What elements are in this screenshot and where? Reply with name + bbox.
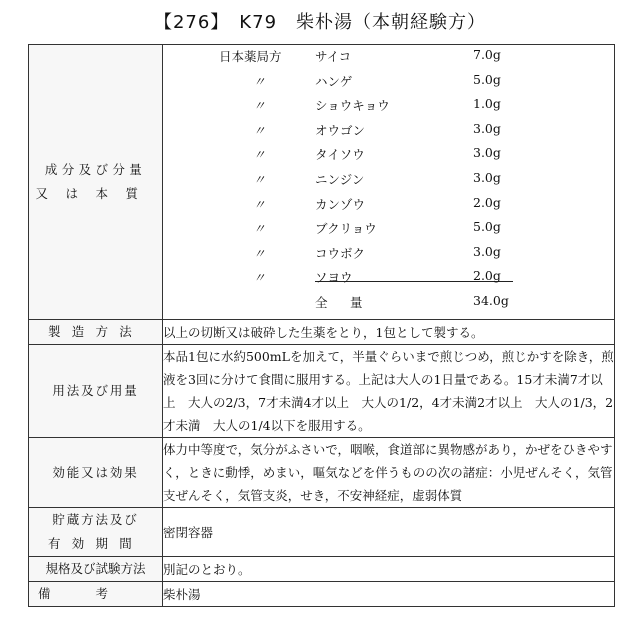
ingredient-name: サイコ — [315, 49, 352, 64]
ingredient-row — [163, 219, 614, 243]
ingredient-name: ショウキョウ — [315, 98, 390, 114]
ingredients-content — [163, 45, 615, 320]
usage-label: 用法及び用量 — [29, 345, 163, 438]
ingredients-row — [29, 45, 615, 320]
effect-text: 体力中等度で，気分がふさいで，咽喉，食道部に異物感があり，かぜをひきやすく，ときに動悸，めまい，嘔気などを伴うものの次の諸症：小児ぜんそく，気管支ぜんそく，気管支炎，せき，不安神経症，虚弱体質 — [163, 438, 615, 508]
ingredient-row — [163, 47, 614, 71]
ingredient-row — [163, 96, 614, 120]
ingredient-amount: 1.0g — [473, 96, 501, 112]
total-label: 全量 — [315, 295, 386, 310]
ingredient-row — [163, 244, 614, 268]
ditto-mark: 〃 — [253, 270, 266, 286]
ditto-mark: 〃 — [253, 221, 266, 237]
ingredients-label-line1: 成分及び分量 — [44, 162, 147, 177]
ingredient-row — [163, 121, 614, 145]
ingredient-amount: 5.0g — [473, 71, 501, 87]
ditto-mark: 〃 — [253, 73, 266, 89]
ingredient-amount: 5.0g — [473, 219, 501, 235]
ingredient-name: ブクリョウ — [315, 221, 377, 237]
ingredient-amount: 3.0g — [473, 120, 501, 136]
storage-label-line2: 有効期間 — [47, 536, 143, 551]
ingredient-name: ソヨウ — [315, 270, 353, 286]
effect-row — [29, 438, 615, 508]
ingredient-source: 日本薬局方 — [219, 49, 282, 64]
ingredient-row — [163, 145, 614, 169]
ingredient-name: オウゴン — [315, 122, 366, 138]
ingredient-name: ニンジン — [315, 172, 365, 187]
ingredient-name: カンゾウ — [315, 196, 366, 212]
ingredients-label — [29, 45, 163, 320]
spec-text: 別記のとおり。 — [163, 557, 615, 582]
ditto-mark: 〃 — [253, 147, 266, 163]
ingredient-row — [163, 170, 614, 194]
formula-table — [28, 44, 615, 607]
effect-label: 効能又は効果 — [29, 438, 163, 508]
ingredient-name: コウボク — [315, 245, 366, 261]
page-title: 【276】 K79 柴朴湯（本朝経験方） — [153, 12, 487, 33]
ingredient-amount: 3.0g — [473, 170, 501, 185]
ditto-mark: 〃 — [253, 122, 266, 138]
manufacture-text: 以上の切断又は破砕した生薬をとり，1包として製する。 — [163, 320, 615, 345]
storage-label-line1: 貯蔵方法及び — [52, 512, 139, 527]
remarks-label: 備考 — [29, 582, 163, 607]
spec-row — [29, 557, 615, 582]
manufacture-row — [29, 320, 615, 345]
remarks-text: 柴朴湯 — [163, 582, 615, 607]
ingredient-name: タイソウ — [315, 147, 365, 163]
ingredient-amount: 2.0g — [473, 268, 501, 284]
total-row — [163, 293, 614, 317]
total-amount: 34.0g — [473, 293, 509, 308]
ingredient-row — [163, 72, 614, 96]
ingredient-amount: 7.0g — [473, 47, 501, 62]
ditto-mark: 〃 — [253, 98, 266, 114]
ingredient-row — [163, 268, 614, 292]
ingredient-row — [163, 195, 614, 219]
ditto-mark: 〃 — [253, 172, 266, 187]
ingredient-amount: 3.0g — [473, 145, 501, 161]
usage-text: 本品1包に水約500mLを加えて，半量ぐらいまで煎じつめ，煎じかすを除き，煎液を3回に分けて食間に服用する。上記は大人の1日量である。15才未満7才以上 大人の2/3，7才未満4才以上 大人の1/2，4才未満2才以上 大人の1/3，2才未満 大人の1/4以下を服用する。 — [163, 345, 615, 438]
usage-row — [29, 345, 615, 438]
ditto-mark: 〃 — [253, 196, 266, 212]
storage-label — [29, 508, 163, 557]
remarks-row — [29, 582, 615, 607]
ingredient-amount: 3.0g — [473, 243, 501, 259]
ingredients-list — [163, 45, 614, 319]
ingredient-name: ハンゲ — [315, 73, 353, 89]
spec-label: 規格及び試験方法 — [29, 557, 163, 582]
ingredients-label-line2: 又は本質 — [35, 186, 156, 201]
storage-text: 密閉容器 — [163, 508, 615, 557]
ditto-mark: 〃 — [253, 245, 266, 261]
storage-row — [29, 508, 615, 557]
ingredient-amount: 2.0g — [473, 194, 501, 210]
manufacture-label: 製造方法 — [29, 320, 163, 345]
